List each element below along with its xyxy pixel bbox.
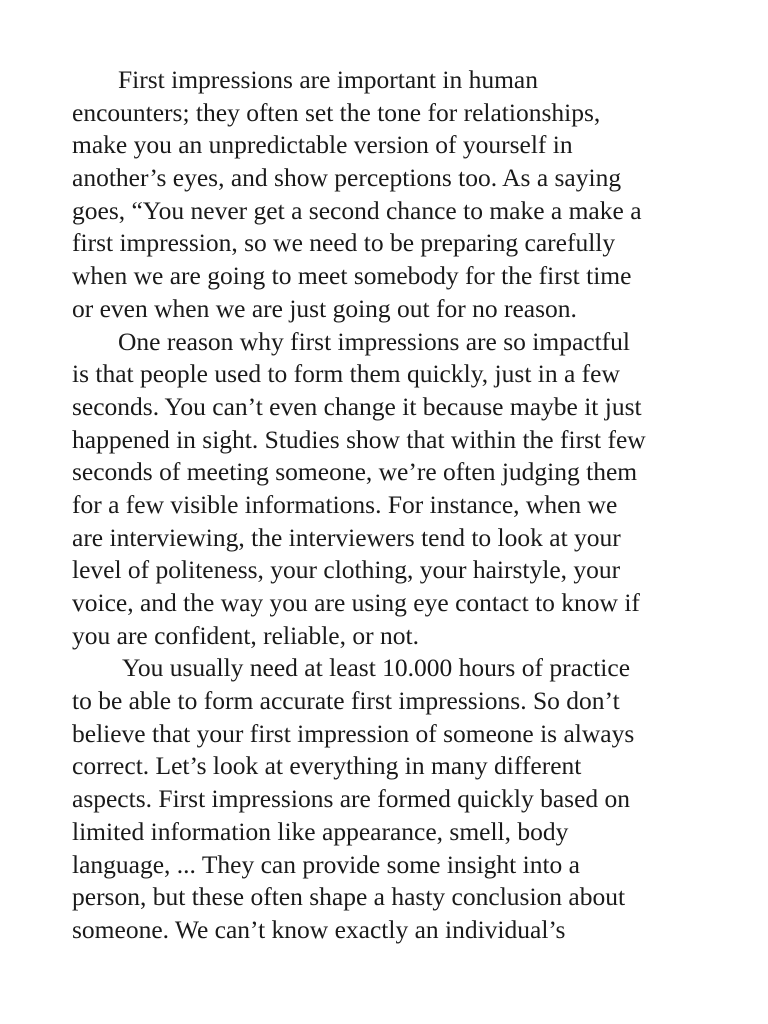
essay-body xyxy=(72,64,712,947)
paragraph-2-line-3: seconds. You can’t even change it because maybe it just xyxy=(72,391,642,421)
paragraph-1-line-8: or even when we are just going out for no reason. xyxy=(72,293,577,323)
paragraph-3-line-4: correct. Let’s look at everything in many different xyxy=(72,751,582,781)
paragraph-2-line-6: for a few visible informations. For instance, when we xyxy=(72,489,618,519)
paragraph-3-line-8: person, but these often shape a hasty conclusion about xyxy=(72,882,626,912)
paragraph-2-line-9: voice, and the way you are using eye contact to know if xyxy=(72,588,640,617)
paragraph-2-line-5: seconds of meeting someone, we’re often judging them xyxy=(72,457,638,487)
paragraph-1-line-7: when we are going to meet somebody for the first time xyxy=(72,261,632,291)
paragraph-1-line-2: encounters; they often set the tone for relationships, xyxy=(72,97,601,127)
paragraph-1-line-1: First impressions are important in human xyxy=(118,65,538,94)
paragraph-3-line-2: to be able to form accurate first impressions. So don’t xyxy=(72,686,620,716)
paragraph-1-line-3: make you an unpredictable version of yourself in xyxy=(72,130,573,160)
paragraph-2-line-4: happened in sight. Studies show that within the first few xyxy=(72,424,646,454)
paragraph-1-line-4: another’s eyes, and show perceptions too. As a saying xyxy=(72,163,622,193)
paragraph-3-line-5: aspects. First impressions are formed quickly based on xyxy=(72,784,631,814)
paragraph-3-line-9: someone. We can’t know exactly an individual’s xyxy=(72,914,566,944)
paragraph-2-line-7: are interviewing, the interviewers tend to look at your xyxy=(72,522,621,552)
paragraph-2-line-1: One reason why first impressions are so impactful xyxy=(118,326,631,356)
paragraph-2-line-10: you are confident, reliable, or not. xyxy=(72,620,419,650)
paragraph-3-line-7: language, ... They can provide some insight into a xyxy=(72,849,580,879)
paragraph-3-line-1: You usually need at least 10.000 hours of practice xyxy=(122,653,631,683)
paragraph-2-line-8: level of politeness, your clothing, your hairstyle, your xyxy=(72,555,621,585)
paragraph-1-line-6: first impression, so we need to be preparing carefully xyxy=(72,228,616,258)
paragraph-2-line-2: is that people used to form them quickly, just in a few xyxy=(72,359,620,389)
paragraph-3-line-3: believe that your first impression of someone is always xyxy=(72,718,635,748)
paragraph-3-line-6: limited information like appearance, smell, body xyxy=(72,816,569,846)
paragraph-1-line-5: goes, “You never get a second chance to make a make a xyxy=(72,195,642,225)
